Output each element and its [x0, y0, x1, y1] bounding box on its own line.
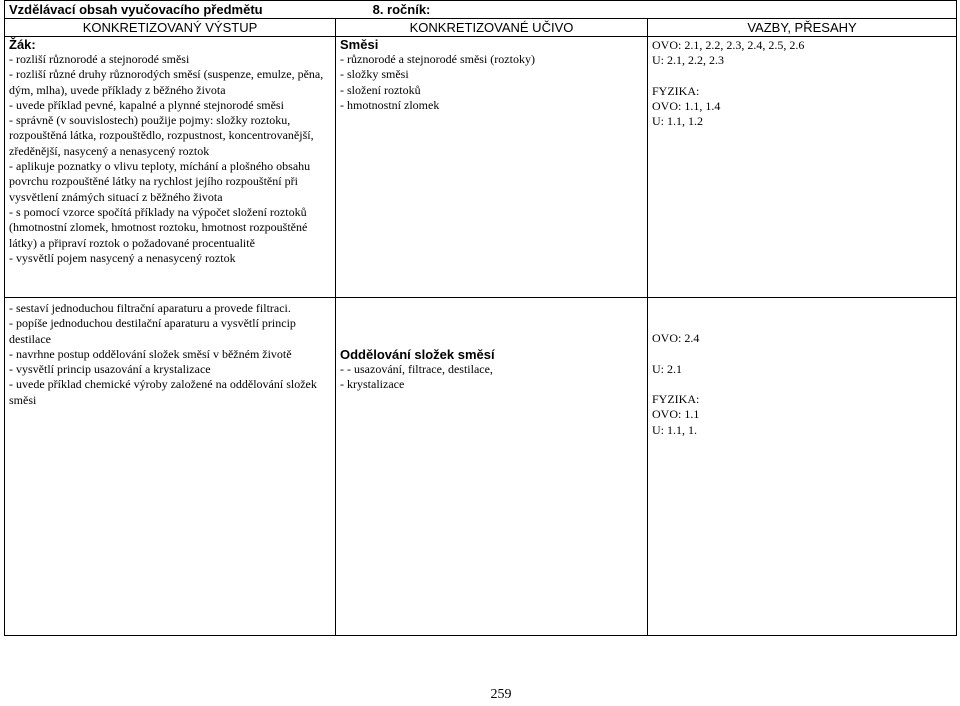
column-header-links: VAZBY, PŘESAHY: [648, 19, 957, 37]
links-physics-ovo: OVO: 1.1, 1.4: [652, 99, 721, 114]
separation-links-cell: [648, 298, 957, 636]
curriculum-page: [4, 0, 956, 636]
column-header-content: KONKRETIZOVANÉ UČIVO: [336, 19, 648, 37]
student-label: Žák:: [9, 37, 36, 52]
content-item: - různorodé a stejnorodé směsi (roztoky): [340, 52, 535, 66]
output-item: - rozliší různé druhy různorodých směsí (suspenze, emulze, pěna, dým, mlha), uvede příklady z běžného života: [9, 67, 324, 97]
links-physics-label: FYZIKA:: [652, 392, 700, 407]
title-cell: [5, 1, 957, 19]
content-item: - složky směsi: [340, 67, 409, 82]
content-item: - krystalizace: [340, 377, 405, 392]
content-title: Oddělování složek směsí: [340, 347, 495, 362]
curriculum-table: [4, 0, 957, 636]
output-item: - uvede příklad pevné, kapalné a plynné stejnorodé směsi: [9, 97, 284, 112]
links-ovo: OVO: 2.4: [652, 331, 700, 345]
mixtures-links-cell: [648, 37, 957, 298]
output-item: - popíše jednoduchou destilační aparaturu a vysvětlí princip destilace: [9, 316, 296, 346]
links-physics-ovo: OVO: 1.1: [652, 407, 700, 422]
content-item: - hmotnostní zlomek: [340, 97, 440, 112]
content-title: Směsi: [340, 37, 379, 52]
links-ovo: OVO: 2.1, 2.2, 2.3, 2.4, 2.5, 2.6: [652, 38, 805, 52]
links-physics-label: FYZIKA:: [652, 83, 700, 98]
links-u: U: 2.1: [652, 361, 682, 376]
grade-label: 8. ročník:: [372, 2, 431, 17]
output-item: - navrhne postup oddělování složek směsí v běžném životě: [9, 346, 292, 361]
output-item: - rozliší různorodé a stejnorodé směsi: [9, 52, 190, 66]
links-u: U: 2.1, 2.2, 2.3: [652, 53, 724, 68]
column-header-row: [5, 19, 957, 37]
output-item: - sestaví jednoduchou filtrační aparaturu a provede filtraci.: [9, 301, 291, 315]
separation-outputs-cell: [5, 298, 336, 636]
mixtures-outputs-cell: [5, 37, 336, 298]
content-item: - složení roztoků: [340, 82, 421, 97]
separation-row: [5, 298, 957, 636]
output-item: - aplikuje poznatky o vlivu teploty, míchání a plošného obsahu povrchu rozpouštěné látky na rychlost jejího rozpouštění při vysvětlení známých situací z běžného života: [9, 159, 311, 204]
separation-content-cell: [336, 298, 648, 636]
column-header-output: KONKRETIZOVANÝ VÝSTUP: [5, 19, 336, 37]
subject-title: Vzdělávací obsah vyučovacího předmětu: [9, 2, 263, 17]
output-item: - vysvětlí pojem nasycený a nenasycený roztok: [9, 250, 236, 265]
title-row: [5, 1, 957, 19]
links-physics-u: U: 1.1, 1.: [652, 422, 697, 437]
page-number: 259: [490, 687, 512, 702]
output-item: - vysvětlí princip usazování a krystalizace: [9, 362, 211, 377]
output-item: - uvede příklad chemické výroby založené na oddělování složek směsi: [9, 377, 317, 407]
mixtures-content-cell: [336, 37, 648, 298]
output-item: - s pomocí vzorce spočítá příklady na výpočet složení roztoků (hmotnostní zlomek, hmotnost roztoku, hmotnost rozpouštěné látky) a připraví roztok o požadované procentualitě: [9, 204, 308, 250]
mixtures-row: [5, 37, 957, 298]
links-physics-u: U: 1.1, 1.2: [652, 114, 703, 129]
content-item: - - usazování, filtrace, destilace,: [340, 362, 493, 376]
output-item: - správně (v souvislostech) použije pojmy: složky roztoku, rozpouštěná látka, rozpouštědlo, rozpustnost, koncentrovanější, zředěnější, nasycený a nenasycený roztok: [9, 113, 314, 158]
